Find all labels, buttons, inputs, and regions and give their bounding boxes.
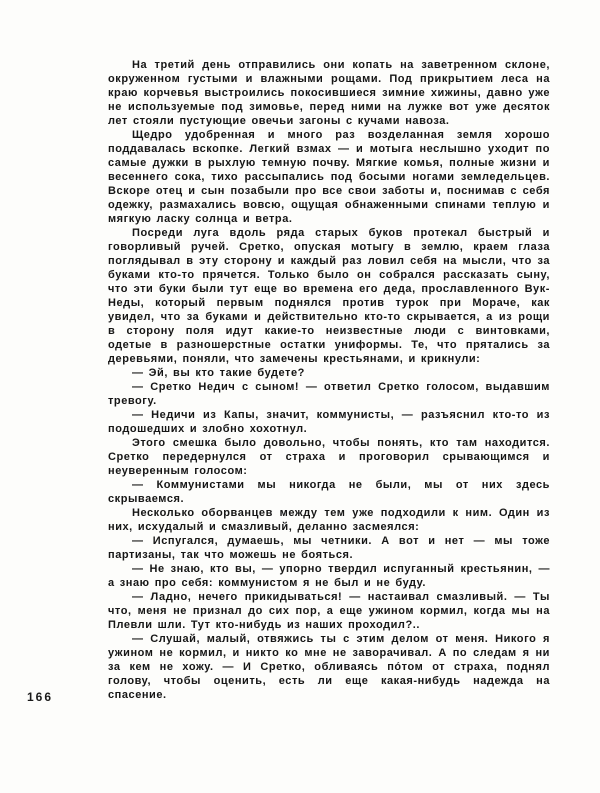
paragraph: — Недичи из Капы, значит, коммунисты, — разъяснил кто-то из подошедших и злобно хохотнул. — [108, 409, 550, 435]
paragraph: — Эй, вы кто такие будете? — [132, 367, 305, 379]
paragraph: Посреди луга вдоль ряда старых буков протекал быстрый и говорливый ручей. Сретко, опуская мотыгу в землю, краем глаза поглядывал в эту сторону и каждый раз ловил себя на мысли, что за буками кто-то прячется. Только было он собрался рассказать сыну, что эти буки были тут еще во времена его деда, прославленного Вук-Неды, который первым поднялся против турок при Мораче, как увидел, что за буками и действительно кто-то скрывается, а из рощи в сторону поля идут какие-то неизвестные люди с винтовками, одетые в разношерстные остатки униформы. Те, что прятались за деревьями, поняли, что замечены крестьянами, и крикнули: — [108, 227, 550, 365]
paragraph: Несколько оборванцев между тем уже подходили к ним. Один из них, исхудалый и смазливый, деланно засмеялся: — [108, 507, 550, 533]
paragraph: — Сретко Недич с сыном! — ответил Сретко голосом, выдавшим тревогу. — [108, 381, 550, 407]
paragraph: На третий день отправились они копать на заветренном склоне, окруженном густыми и влажными рощами. Под прикрытием леса на краю корчевья выстроились покосившиеся зимние хижины, давно уже не используемые под зимовье, перед ними на лужке вот уже десяток лет стояли пустующие овечьи загоны с кучами навоза. — [108, 59, 550, 127]
paragraph: — Ладно, нечего прикидываться! — настаивал смазливый. — Ты что, меня не признал до сих пор, а еще ужином кормил, когда мы на Плевли шли. Тут кто-нибудь из наших проходил?.. — [108, 591, 550, 631]
page-text — [108, 58, 550, 702]
page-number: 166 — [27, 690, 54, 704]
paragraph: Щедро удобренная и много раз возделанная земля хорошо поддавалась вскопке. Легкий взмах — и мотыга неслышно уходит по самые дужки в рыхлую темную почву. Мягкие комья, полные жизни и весеннего сока, тихо рассыпались под босыми ногами земледельцев. Вскоре отец и сын позабыли про все свои заботы и, поснимав с себя одежку, размахались вовсю, ощущая обнаженными спинами теплую и мягкую ласку солнца и ветра. — [108, 129, 550, 225]
paragraph: — Слушай, малый, отвяжись ты с этим делом от меня. Никого я ужином не кормил, и никто ко мне не заворачивал. А по следам я ни за кем не хожу. — И Сретко, обливаясь по́том от страха, поднял голову, чтобы оценить, есть ли еще какая-нибудь надежда на спасение. — [108, 633, 550, 701]
paragraph: Этого смешка было довольно, чтобы понять, кто там находится. Сретко передернулся от страха и проговорил срывающимся и неуверенным голосом: — [108, 437, 550, 477]
paragraph: — Не знаю, кто вы, — упорно твердил испуганный крестьянин, — а знаю про себя: коммунистом я не был и не буду. — [108, 563, 550, 589]
paragraph: — Коммунистами мы никогда не были, мы от них здесь скрываемся. — [108, 479, 550, 505]
paragraph: — Испугался, думаешь, мы четники. А вот и нет — мы тоже партизаны, так что можешь не бояться. — [108, 535, 550, 561]
